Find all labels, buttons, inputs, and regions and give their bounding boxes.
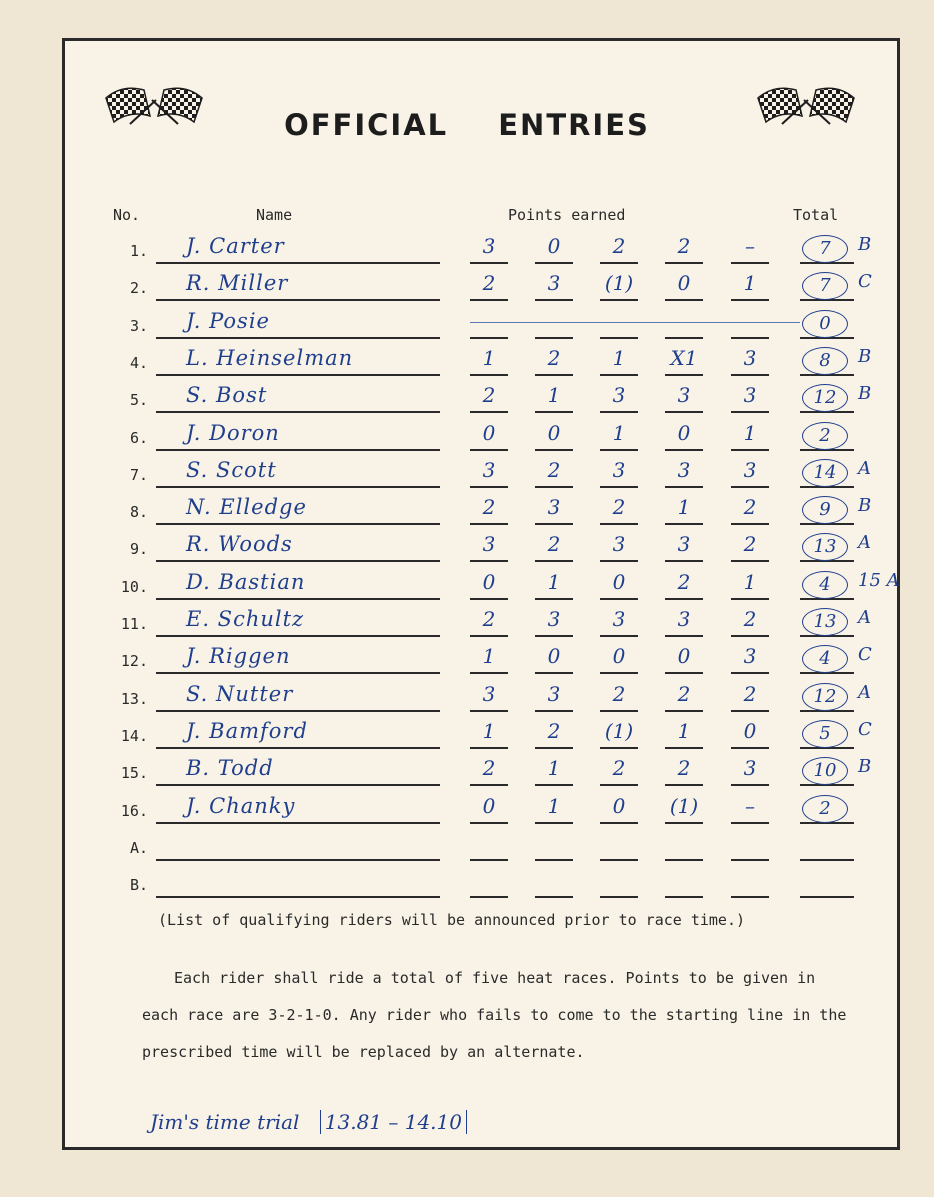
- points-underline: [470, 262, 508, 264]
- points-underline: [731, 672, 769, 674]
- heat-points: 1: [482, 718, 496, 743]
- entry-number: 7.: [129, 465, 148, 484]
- total-points: 10: [802, 757, 848, 785]
- entry-number: 5.: [129, 391, 148, 410]
- heat-points: 3: [743, 457, 757, 482]
- total-points: 5: [802, 720, 848, 748]
- rider-name: R. Miller: [186, 271, 289, 296]
- heat-points: 2: [743, 607, 757, 631]
- heat-points: 2: [547, 532, 561, 557]
- heat-points: (1): [669, 793, 699, 818]
- table-row: [0, 682, 934, 719]
- heat-points: 1: [743, 420, 757, 445]
- entry-number: 12.: [120, 652, 148, 671]
- group-letter: C: [858, 644, 872, 666]
- rider-name: J. Chanky: [186, 793, 296, 818]
- heat-points: 1: [612, 420, 626, 445]
- points-underline: [470, 560, 508, 562]
- name-underline: [156, 598, 440, 600]
- points-underline: [731, 262, 769, 264]
- name-underline: [156, 486, 440, 488]
- rider-name: J. Carter: [186, 234, 285, 258]
- heat-points: 2: [612, 756, 626, 781]
- points-underline: [665, 299, 703, 301]
- entry-number: 13.: [120, 689, 148, 708]
- points-underline: [535, 710, 573, 712]
- heat-points: 1: [482, 644, 496, 669]
- heat-points: 1: [677, 718, 691, 743]
- rider-name: S. Nutter: [186, 681, 294, 706]
- scratch-line: [470, 322, 800, 323]
- points-underline: [535, 635, 573, 637]
- table-row: [0, 271, 934, 308]
- group-letter: A: [858, 607, 871, 628]
- group-letter: B: [858, 495, 872, 517]
- points-underline: [731, 449, 769, 451]
- points-underline: [731, 822, 769, 824]
- points-underline: [731, 598, 769, 600]
- entry-number: 9.: [129, 540, 148, 559]
- heat-points: 2: [482, 756, 496, 781]
- table-row: [0, 868, 934, 905]
- points-underline: [470, 486, 508, 488]
- points-underline: [470, 337, 508, 339]
- header-name: Name: [256, 206, 293, 224]
- heat-points: 0: [677, 271, 691, 296]
- heat-points: 2: [743, 495, 757, 520]
- heat-points: 1: [482, 345, 496, 370]
- rider-name: J. Riggen: [186, 644, 291, 669]
- group-letter: B: [858, 234, 872, 255]
- heat-points: (1): [604, 271, 634, 296]
- heat-points: 3: [677, 457, 691, 482]
- entry-number: 6.: [129, 428, 148, 447]
- name-underline: [156, 635, 440, 637]
- group-letter: B: [858, 756, 872, 778]
- points-underline: [470, 710, 508, 712]
- heat-points: 2: [482, 383, 496, 408]
- points-underline: [600, 710, 638, 712]
- table-row: [0, 570, 934, 607]
- heat-points: 3: [547, 271, 561, 296]
- points-underline: [470, 784, 508, 786]
- table-row: [0, 346, 934, 383]
- points-underline: [535, 486, 573, 488]
- rules-text: Each rider shall ride a total of five heat races. Points to be given in each race are 3-2-1-0. Any rider who fails to come to the starting line in the prescribed time will be replaced by an alternate.: [142, 969, 847, 1061]
- points-underline: [600, 449, 638, 451]
- points-underline: [470, 374, 508, 376]
- heat-points: 2: [482, 607, 496, 631]
- table-row: [0, 383, 934, 420]
- rider-name: S. Bost: [186, 383, 268, 408]
- points-underline: [535, 523, 573, 525]
- heat-points: 0: [612, 793, 626, 818]
- time-trial-values: 13.81 – 14.10: [320, 1110, 467, 1134]
- points-underline: [731, 299, 769, 301]
- points-underline: [731, 896, 769, 898]
- heat-points: 1: [743, 569, 757, 594]
- total-points: 12: [802, 384, 848, 412]
- points-underline: [600, 374, 638, 376]
- table-row: [0, 421, 934, 458]
- total-points: 4: [802, 645, 848, 673]
- points-underline: [600, 672, 638, 674]
- total-underline: [800, 896, 854, 898]
- points-underline: [665, 710, 703, 712]
- points-underline: [731, 560, 769, 562]
- table-row: [0, 495, 934, 532]
- entry-number: 3.: [129, 316, 148, 335]
- heat-points: 2: [677, 756, 691, 781]
- name-underline: [156, 337, 440, 339]
- heat-points: 1: [612, 345, 626, 370]
- heat-points: 3: [677, 532, 691, 557]
- heat-points: 1: [547, 793, 561, 818]
- points-underline: [535, 747, 573, 749]
- heat-points: 3: [743, 756, 757, 781]
- heat-points: 2: [547, 718, 561, 743]
- table-row: [0, 644, 934, 681]
- points-underline: [535, 411, 573, 413]
- rules-paragraph: [142, 960, 852, 1071]
- name-underline: [156, 560, 440, 562]
- heat-points: 1: [547, 756, 561, 781]
- name-underline: [156, 523, 440, 525]
- points-underline: [665, 784, 703, 786]
- rider-name: L. Heinselman: [186, 345, 354, 370]
- heat-points: 2: [612, 234, 626, 258]
- rider-name: N. Elledge: [186, 495, 307, 520]
- table-row: [0, 756, 934, 793]
- points-underline: [665, 672, 703, 674]
- total-points: 7: [802, 235, 848, 263]
- name-underline: [156, 299, 440, 301]
- heat-points: 3: [482, 457, 496, 482]
- heat-points: 0: [482, 420, 496, 445]
- heat-points: 3: [482, 234, 496, 258]
- total-points: 2: [802, 422, 848, 450]
- points-underline: [470, 896, 508, 898]
- heat-points: 1: [547, 383, 561, 408]
- points-underline: [665, 262, 703, 264]
- heat-points: 3: [547, 495, 561, 520]
- points-underline: [665, 449, 703, 451]
- points-underline: [600, 896, 638, 898]
- points-underline: [731, 523, 769, 525]
- total-points: 8: [802, 347, 848, 375]
- heat-points: –: [745, 234, 755, 258]
- heat-points: 0: [677, 420, 691, 445]
- points-underline: [600, 486, 638, 488]
- points-underline: [731, 337, 769, 339]
- name-underline: [156, 710, 440, 712]
- points-underline: [535, 822, 573, 824]
- heat-points: –: [745, 793, 755, 818]
- points-underline: [600, 411, 638, 413]
- heat-points: 3: [612, 457, 626, 482]
- heat-points: 3: [547, 607, 561, 631]
- heat-points: 3: [677, 383, 691, 408]
- heat-points: 2: [677, 681, 691, 706]
- heat-points: 2: [547, 457, 561, 482]
- points-underline: [600, 337, 638, 339]
- heat-points: 2: [743, 681, 757, 706]
- name-underline: [156, 784, 440, 786]
- heat-points: 3: [612, 383, 626, 408]
- total-points: 13: [802, 608, 848, 636]
- heat-points: 3: [743, 345, 757, 370]
- points-underline: [600, 635, 638, 637]
- heat-points: 3: [547, 681, 561, 706]
- points-underline: [470, 635, 508, 637]
- entry-number: 1.: [129, 242, 148, 260]
- name-underline: [156, 747, 440, 749]
- group-letter: A: [858, 532, 871, 554]
- points-underline: [731, 784, 769, 786]
- table-row: [0, 458, 934, 495]
- points-underline: [470, 747, 508, 749]
- table-row: [0, 831, 934, 868]
- points-underline: [731, 859, 769, 861]
- points-underline: [600, 822, 638, 824]
- qualifying-note: (List of qualifying riders will be announced prior to race time.): [158, 911, 745, 929]
- points-underline: [535, 598, 573, 600]
- table-row: [0, 532, 934, 569]
- heat-points: (1): [604, 718, 634, 743]
- heat-points: 0: [612, 569, 626, 594]
- header-no: No.: [113, 206, 141, 224]
- points-underline: [470, 672, 508, 674]
- entry-number: 11.: [120, 615, 148, 633]
- name-underline: [156, 374, 440, 376]
- heat-points: 2: [547, 345, 561, 370]
- points-underline: [470, 523, 508, 525]
- points-underline: [535, 859, 573, 861]
- total-points: 14: [802, 459, 848, 487]
- entry-number: B.: [129, 876, 148, 895]
- group-letter: 15 A: [858, 569, 900, 591]
- rider-name: E. Schultz: [186, 607, 305, 631]
- name-underline: [156, 896, 440, 898]
- heat-points: 0: [743, 718, 757, 743]
- entry-number: 14.: [120, 726, 148, 745]
- points-underline: [665, 896, 703, 898]
- table-row: [0, 607, 934, 644]
- heat-points: 0: [482, 569, 496, 594]
- group-letter: B: [858, 383, 872, 405]
- page-title: OFFICIAL ENTRIES: [284, 108, 650, 142]
- heat-points: 2: [677, 569, 691, 594]
- points-underline: [470, 299, 508, 301]
- points-underline: [731, 411, 769, 413]
- name-underline: [156, 859, 440, 861]
- heat-points: 0: [677, 644, 691, 669]
- total-underline: [800, 859, 854, 861]
- total-points: 9: [802, 496, 848, 524]
- heat-points: 2: [482, 271, 496, 296]
- heat-points: 0: [547, 234, 561, 258]
- entry-number: 4.: [129, 353, 148, 372]
- heat-points: 2: [612, 681, 626, 706]
- points-underline: [535, 672, 573, 674]
- table-row: [0, 309, 934, 346]
- time-trial-label: Jim's time trial: [150, 1110, 300, 1134]
- heat-points: 1: [743, 271, 757, 296]
- points-underline: [535, 337, 573, 339]
- points-underline: [600, 747, 638, 749]
- heat-points: 3: [612, 532, 626, 557]
- entry-number: 8.: [129, 503, 148, 522]
- total-points: 2: [802, 795, 848, 823]
- rider-name: J. Doron: [186, 420, 280, 445]
- points-underline: [470, 598, 508, 600]
- heat-points: 2: [482, 495, 496, 520]
- points-underline: [731, 747, 769, 749]
- points-underline: [665, 374, 703, 376]
- table-row: [0, 794, 934, 831]
- points-underline: [535, 896, 573, 898]
- points-underline: [470, 411, 508, 413]
- points-underline: [600, 299, 638, 301]
- points-underline: [600, 523, 638, 525]
- heat-points: 2: [677, 234, 691, 258]
- name-underline: [156, 262, 440, 264]
- group-letter: B: [858, 345, 872, 367]
- points-underline: [470, 859, 508, 861]
- points-underline: [731, 486, 769, 488]
- heat-points: 1: [677, 495, 691, 520]
- total-points: 7: [802, 272, 848, 300]
- entry-number: 16.: [120, 801, 148, 820]
- group-letter: A: [858, 681, 871, 703]
- points-underline: [535, 374, 573, 376]
- heat-points: 3: [743, 383, 757, 408]
- name-underline: [156, 449, 440, 451]
- points-underline: [731, 710, 769, 712]
- points-underline: [665, 486, 703, 488]
- points-underline: [600, 598, 638, 600]
- rider-name: J. Bamford: [186, 718, 308, 743]
- points-underline: [535, 449, 573, 451]
- heat-points: 3: [612, 607, 626, 631]
- total-points: 0: [802, 310, 848, 338]
- group-letter: C: [858, 718, 872, 740]
- heat-points: 3: [482, 681, 496, 706]
- table-row: [0, 719, 934, 756]
- total-points: 12: [802, 683, 848, 711]
- entry-number: 15.: [120, 764, 148, 783]
- name-underline: [156, 822, 440, 824]
- points-underline: [665, 859, 703, 861]
- rider-name: D. Bastian: [186, 569, 306, 594]
- points-underline: [535, 262, 573, 264]
- points-underline: [731, 635, 769, 637]
- total-points: 4: [802, 571, 848, 599]
- time-trial-note: [150, 1110, 467, 1134]
- rider-name: B. Todd: [186, 756, 274, 781]
- heat-points: 0: [547, 420, 561, 445]
- points-underline: [665, 635, 703, 637]
- points-underline: [665, 822, 703, 824]
- points-underline: [665, 747, 703, 749]
- entry-number: 2.: [129, 279, 148, 298]
- points-underline: [600, 859, 638, 861]
- name-underline: [156, 411, 440, 413]
- heat-points: 2: [612, 495, 626, 520]
- group-letter: A: [858, 457, 871, 479]
- points-underline: [665, 337, 703, 339]
- points-underline: [600, 560, 638, 562]
- points-underline: [470, 449, 508, 451]
- points-underline: [470, 822, 508, 824]
- heat-points: 0: [482, 793, 496, 818]
- points-underline: [665, 523, 703, 525]
- points-underline: [535, 784, 573, 786]
- table-row: [0, 234, 934, 271]
- points-underline: [665, 411, 703, 413]
- points-underline: [535, 299, 573, 301]
- points-underline: [665, 598, 703, 600]
- heat-points: 2: [743, 532, 757, 557]
- header-total: Total: [793, 206, 839, 224]
- points-underline: [600, 262, 638, 264]
- header-points: Points earned: [508, 206, 626, 224]
- heat-points: 0: [547, 644, 561, 669]
- heat-points: 0: [612, 644, 626, 669]
- points-underline: [535, 560, 573, 562]
- group-letter: C: [858, 271, 872, 293]
- points-underline: [665, 560, 703, 562]
- heat-points: X1: [670, 345, 698, 370]
- rider-name: S. Scott: [186, 457, 277, 482]
- entry-number: 10.: [120, 577, 148, 596]
- points-underline: [731, 374, 769, 376]
- points-underline: [600, 784, 638, 786]
- name-underline: [156, 672, 440, 674]
- heat-points: 3: [743, 644, 757, 669]
- heat-points: 1: [547, 569, 561, 594]
- total-points: 13: [802, 533, 848, 561]
- heat-points: 3: [482, 532, 496, 557]
- rider-name: J. Posie: [186, 308, 270, 333]
- heat-points: 3: [677, 607, 691, 631]
- entry-number: A.: [129, 838, 148, 857]
- rider-name: R. Woods: [186, 532, 293, 557]
